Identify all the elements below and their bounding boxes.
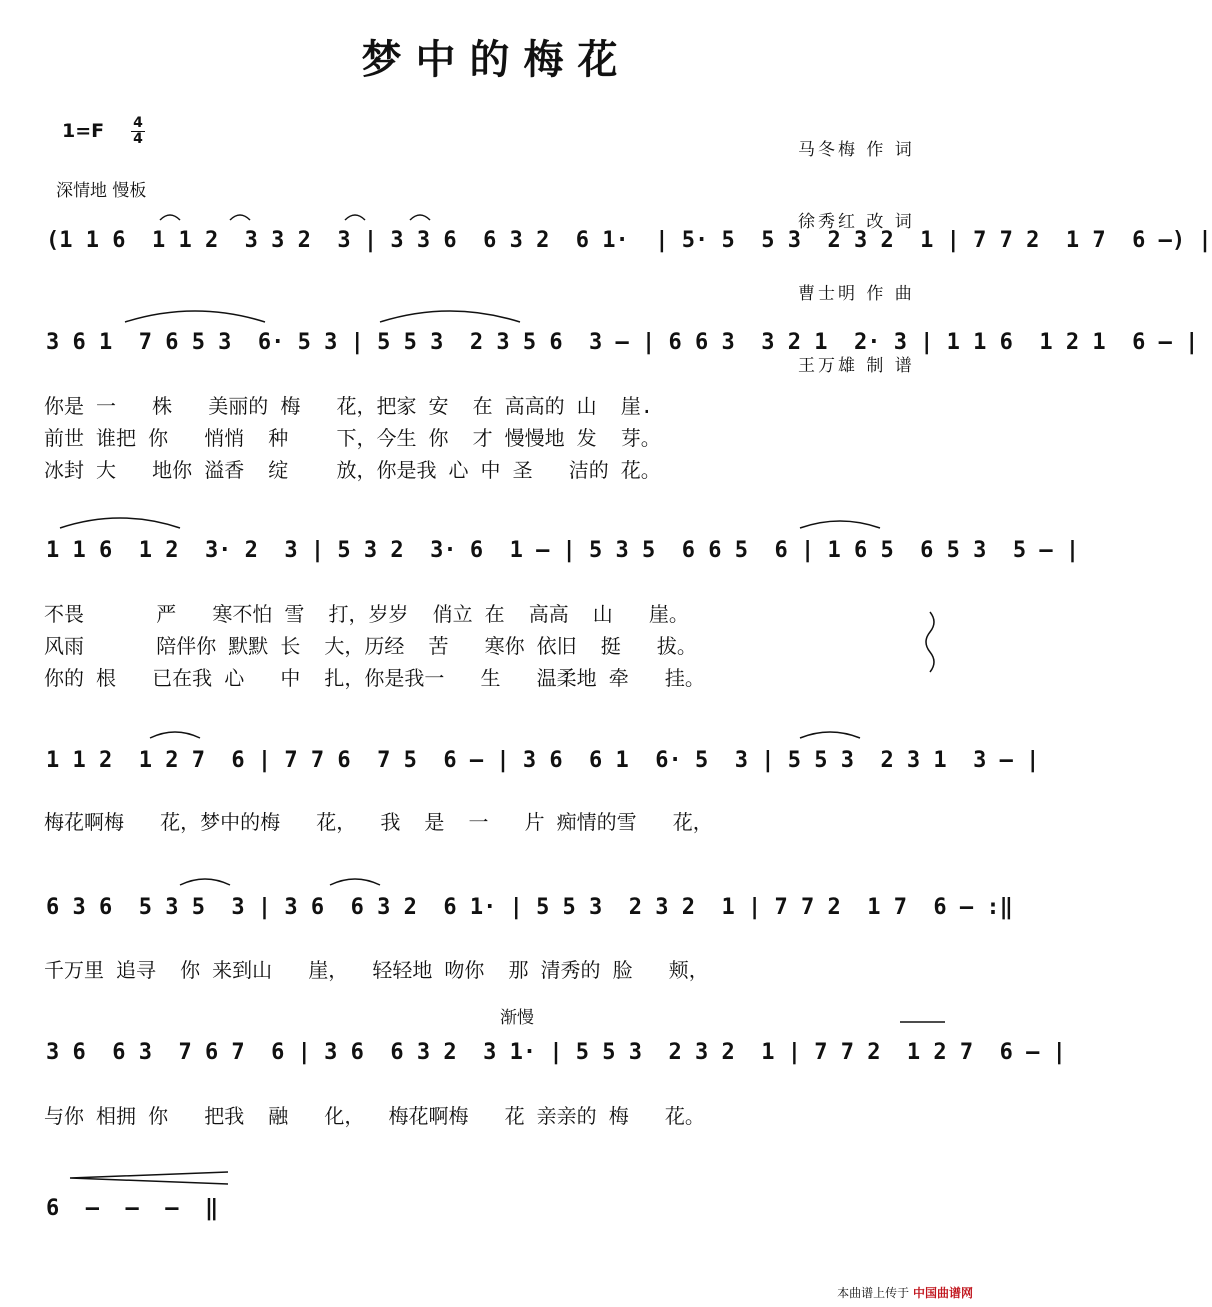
credit-lyricist: 马冬梅 作 词 [798,140,915,160]
slur [180,879,230,885]
brace [926,612,934,672]
slur [380,311,520,322]
slur [330,879,380,885]
notation-row-3: 1 1 6 1 2 3· 2 3 | 5 3 2 3· 6 1 – | 5 3 5 6 6 5 6 | 1 6 5 6 5 3 5 – | [46,538,1080,563]
notation-row-6: 3 6 6 3 7 6 7 6 | 3 6 6 3 2 3 1· | 5 5 3 2 3 2 1 | 7 7 2 1 2 7 6 – | [46,1040,1066,1065]
time-signature-bottom: 4 [133,131,143,147]
lyric-row-3-verse-2: 风雨 陪伴你 默默 长 大，历经 苦 寒你 依旧 挺 拔。 [44,634,697,658]
slur [800,732,860,738]
watermark [837,1284,973,1301]
notation-row-2: 3 6 1 7 6 5 3 6· 5 3 | 5 5 3 2 3 5 6 3 – | 6 6 3 3 2 1 2· 3 | 1 1 6 1 2 1 6 – | [46,330,1199,355]
notation-row-7: 6 – – – ‖ [46,1196,219,1221]
lyric-row-2-verse-3: 冰封 大 地你 溢香 绽 放，你是我 心 中 圣 洁的 花。 [44,458,661,482]
credit-composer: 曹士明 作 曲 [798,284,915,304]
time-signature-top: 4 [133,115,143,131]
tempo-marking: 深情地 慢板 [56,181,147,201]
lyric-row-5: 千万里 追寻 你 来到山 崖， 轻轻地 吻你 那 清秀的 脸 颊， [44,958,709,982]
slur [345,215,365,220]
slur [60,518,180,528]
lyric-row-4: 梅花啊梅 花，梦中的梅 花， 我 是 一 片 痴情的雪 花， [44,810,713,834]
lyric-row-3-verse-1: 不畏 严 寒不怕 雪 打，岁岁 俏立 在 高高 山 崖。 [44,602,689,626]
watermark-prefix: 本曲谱上传于 [837,1286,910,1300]
slur [160,215,180,220]
credit-arranger: 王万雄 制 谱 [798,356,915,376]
song-title: 梦中的梅花 [361,37,632,83]
decrescendo [70,1172,228,1184]
lyric-row-2-verse-2: 前世 谁把 你 悄悄 种 下，今生 你 才 慢慢地 发 芽。 [44,426,661,450]
notation-row-1: (1 1 6 1 1 2 3 3 2 3 | 3 3 6 6 3 2 6 1· | 5· 5 5 3 2 3 2 1 | 7 7 2 1 7 6 –) | [46,228,1212,253]
notation-row-5: 6 3 6 5 3 5 3 | 3 6 6 3 2 6 1· | 5 5 3 2 3 2 1 | 7 7 2 1 7 6 – :‖ [46,895,1013,920]
credit-lyric-editor: 徐秀红 改 词 [798,212,915,232]
lyric-row-6: 与你 相拥 你 把我 融 化， 梅花啊梅 花 亲亲的 梅 花。 [44,1104,705,1128]
slur [125,311,265,322]
key-signature: 1=F [62,120,105,142]
lyric-row-3-verse-3: 你的 根 已在我 心 中 扎，你是我一 生 温柔地 牵 挂。 [44,666,705,690]
notation-row-4: 1 1 2 1 2 7 6 | 7 7 6 7 5 6 – | 3 6 6 1 6· 5 3 | 5 5 3 2 3 1 3 – | [46,748,1040,773]
slur [410,215,430,220]
slur [800,521,880,528]
tempo-change-marking: 渐慢 [500,1008,534,1028]
slur [230,215,250,220]
slur [150,732,200,738]
lyric-row-2-verse-1: 你是 一 株 美丽的 梅 花，把家 安 在 高高的 山 崖. [44,394,653,418]
watermark-brand: 中国曲谱网 [912,1286,973,1300]
